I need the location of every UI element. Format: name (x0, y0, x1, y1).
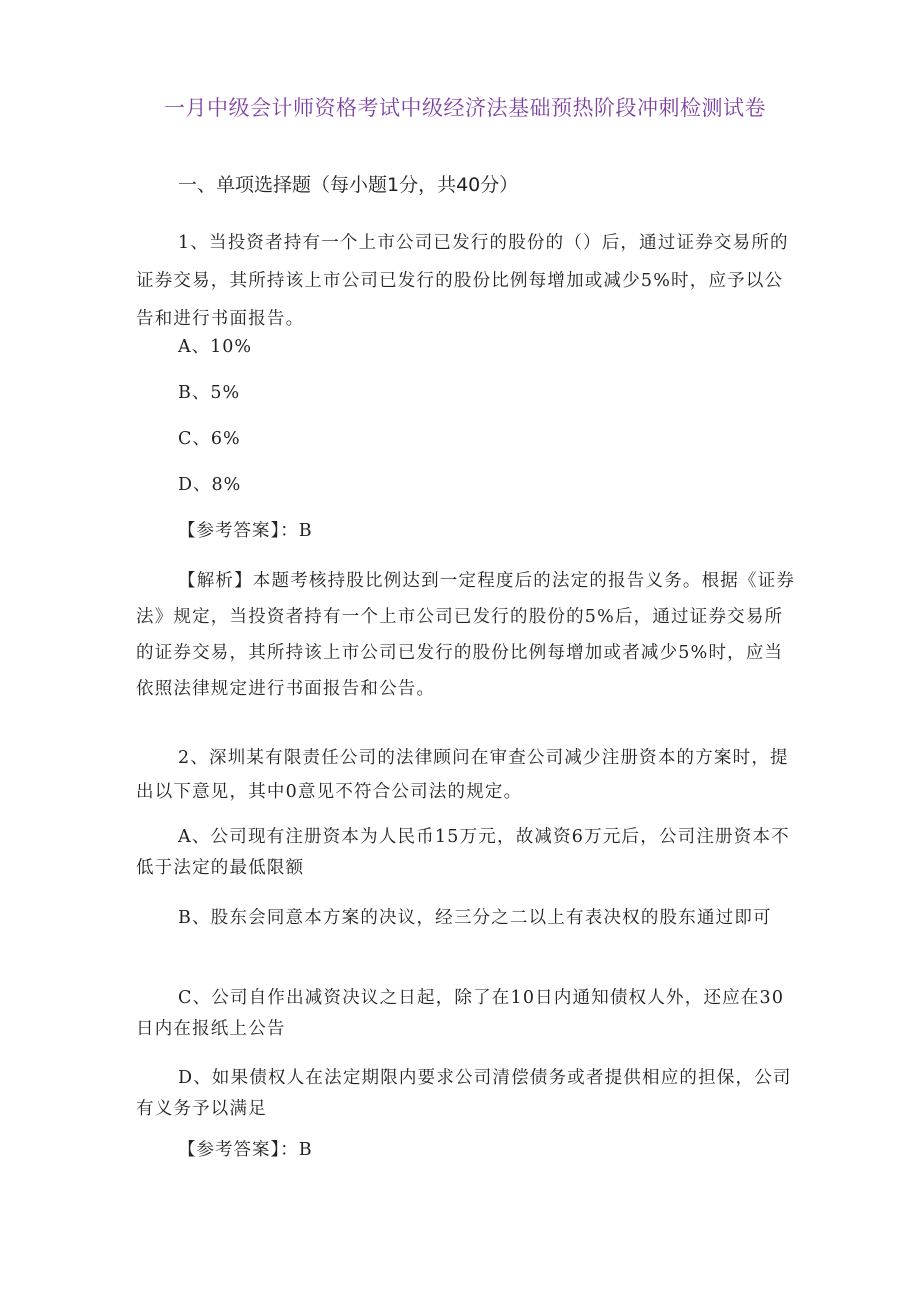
question-2-answer: 【参考答案】：B (178, 1140, 313, 1160)
question-2-option-d: D、如果债权人在法定期限内要求公司清偿债务或者提供相应的担保，公司有义务予以满足 (136, 1068, 792, 1119)
question-2-option-c: C、公司自作出减资决议之日起，除了在10日内通知债权人外，还应在30日内在报纸上公告 (136, 988, 785, 1039)
question-1-stem: 1、当投资者持有一个上市公司已发行的股份的（）后，通过证券交易所的证券交易，其所持该上市公司已发行的股份比例每增加或减少5%时，应予以公告和进行书面报告。 (136, 233, 789, 329)
document-title: 一月中级会计师资格考试中级经济法基础预热阶段冲刺检测试卷 (164, 96, 766, 120)
question-2-option-b: B、股东会同意本方案的决议，经三分之二以上有表决权的股东通过即可 (178, 908, 772, 928)
section-heading: 一、单项选择题（每小题1分，共40分） (178, 174, 519, 196)
question-1-option-a: A、10% (178, 337, 253, 357)
question-1-option-d: D、8% (178, 475, 242, 495)
question-1-analysis: 【解析】本题考核持股比例达到一定程度后的法定的报告义务。根据《证券法》规定，当投资者持有一个上市公司已发行的股份的5%后，通过证券交易所的证券交易，其所持该上市公司已发行的股份比例每增加或者减少5%时，应当依照法律规定进行书面报告和公告。 (136, 571, 796, 699)
question-1-answer: 【参考答案】：B (178, 521, 313, 541)
question-1-option-c: C、6% (178, 429, 241, 449)
question-2-option-a: A、公司现有注册资本为人民币15万元，故减资6万元后，公司注册资本不低于法定的最低限额 (136, 827, 790, 878)
question-1-option-b: B、5% (178, 383, 241, 403)
question-2-stem: 2、深圳某有限责任公司的法律顾问在审查公司减少注册资本的方案时，提出以下意见，其中0意见不符合公司法的规定。 (136, 748, 789, 802)
